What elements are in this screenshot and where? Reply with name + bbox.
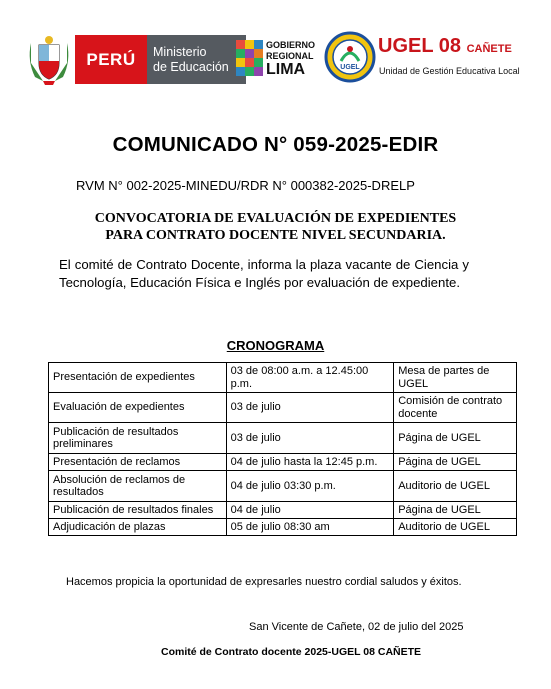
- schedule-date: 04 de julio: [226, 502, 394, 519]
- schedule-date: 03 de 08:00 a.m. a 12.45:00 p.m.: [226, 363, 394, 393]
- ugel-subtitle: Unidad de Gestión Educativa Local: [379, 66, 520, 76]
- place-date: San Vicente de Cañete, 02 de julio del 2025: [249, 621, 464, 633]
- signature: Comité de Contrato docente 2025-UGEL 08 CAÑETE: [161, 646, 422, 658]
- schedule-place: Página de UGEL: [394, 423, 517, 454]
- convocatoria-heading: [0, 210, 551, 244]
- gobierno-line-2: REGIONAL: [266, 51, 314, 61]
- schedule-activity: Absolución de reclamos de resultados: [49, 471, 227, 502]
- schedule-place: Página de UGEL: [394, 454, 517, 471]
- table-row: [49, 363, 517, 393]
- schedule-date: 04 de julio hasta la 12:45 p.m.: [226, 454, 394, 471]
- schedule-date: 05 de julio 08:30 am: [226, 519, 394, 536]
- table-row: [49, 471, 517, 502]
- table-row: [49, 454, 517, 471]
- ugel-title: [378, 35, 512, 58]
- table-row: [49, 519, 517, 536]
- closing-text: Hacemos propicia la oportunidad de expresarles nuestro cordial saludos y éxitos.: [66, 576, 462, 588]
- peru-label: PERÚ: [75, 35, 147, 84]
- ugel-seal-text: UGEL: [340, 64, 360, 71]
- schedule-activity: Evaluación de expedientes: [49, 393, 227, 423]
- schedule-date: 03 de julio: [226, 393, 394, 423]
- gobierno-regional-text: [266, 40, 315, 78]
- ministry-line-1: Ministerio: [153, 44, 207, 59]
- gobierno-line-1: GOBIERNO: [266, 40, 316, 50]
- ugel-seal-icon: [323, 31, 379, 83]
- gobierno-regional-emblem-icon: [236, 40, 264, 78]
- schedule-place: Auditorio de UGEL: [394, 471, 517, 502]
- peru-coat-of-arms-icon: [25, 33, 73, 86]
- document-reference: RVM N° 002-2025-MINEDU/RDR N° 000382-2025-DRELP: [76, 178, 415, 193]
- schedule-activity: Presentación de expedientes: [49, 363, 227, 393]
- ministry-line-2: de Educación: [153, 59, 229, 74]
- schedule-date: 03 de julio: [226, 423, 394, 454]
- convocatoria-line-1: CONVOCATORIA DE EVALUACIÓN DE EXPEDIENTES: [94, 211, 457, 226]
- gobierno-regional-logo: [236, 38, 314, 80]
- announcement-paragraph: El comité de Contrato Docente, informa la plaza vacante de Ciencia y Tecnología, Educación Física e Inglés por evaluación de expediente.: [59, 257, 469, 290]
- schedule-place: Comisión de contrato docente: [394, 393, 517, 423]
- table-row: [49, 423, 517, 454]
- schedule-date: 04 de julio 03:30 p.m.: [226, 471, 394, 502]
- convocatoria-line-2: PARA CONTRATO DOCENTE NIVEL SECUNDARIA.: [105, 228, 446, 243]
- schedule-activity: Publicación de resultados finales: [49, 502, 227, 519]
- ugel-title-main: UGEL 08: [378, 35, 461, 57]
- gobierno-line-3: LIMA: [266, 61, 306, 78]
- document-title: COMUNICADO N° 059-2025-EDIR: [112, 133, 439, 156]
- ministry-label: [147, 35, 246, 84]
- table-row: [49, 502, 517, 519]
- schedule-activity: Adjudicación de plazas: [49, 519, 227, 536]
- schedule-table: [48, 362, 517, 536]
- ugel-title-suffix: CAÑETE: [466, 43, 512, 55]
- schedule-place: Página de UGEL: [394, 502, 517, 519]
- minedu-logo: [25, 33, 229, 86]
- schedule-activity: Publicación de resultados preliminares: [49, 423, 227, 454]
- schedule-place: Auditorio de UGEL: [394, 519, 517, 536]
- schedule-activity: Presentación de reclamos: [49, 454, 227, 471]
- schedule-title: CRONOGRAMA: [226, 338, 325, 353]
- schedule-place: Mesa de partes de UGEL: [394, 363, 517, 393]
- table-row: [49, 393, 517, 423]
